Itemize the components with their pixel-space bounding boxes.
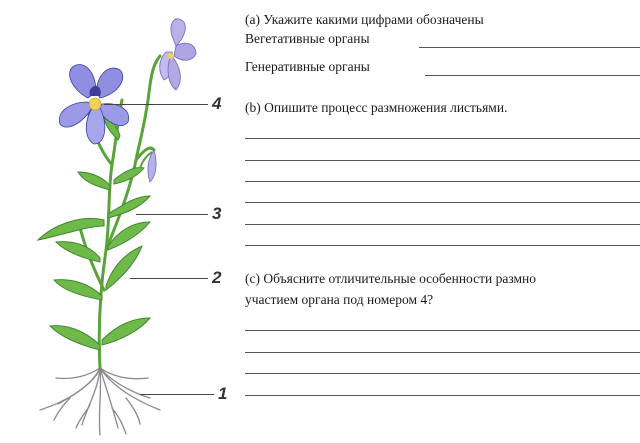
roots xyxy=(40,368,160,435)
leader-line-3 xyxy=(136,214,208,215)
label-1: 1 xyxy=(218,384,228,403)
leader-line-2 xyxy=(130,278,208,279)
question-b: (b) Опишите процесс размножения листьями. xyxy=(245,100,508,115)
answer-c-line-3[interactable] xyxy=(245,373,640,374)
generative-organs-label: Генеративные органы xyxy=(245,59,370,74)
generative-organs-answer-line[interactable] xyxy=(425,75,640,76)
label-4: 4 xyxy=(212,94,222,113)
leaves xyxy=(38,116,150,350)
answer-b-line-2[interactable] xyxy=(245,160,640,161)
leader-line-1 xyxy=(140,394,214,395)
answer-b-line-1[interactable] xyxy=(245,138,640,139)
answer-c-line-1[interactable] xyxy=(245,330,640,331)
vegetative-organs-label: Вегетативные органы xyxy=(245,31,370,46)
answer-b-line-5[interactable] xyxy=(245,224,640,225)
label-3: 3 xyxy=(212,204,222,223)
answer-c-line-4[interactable] xyxy=(245,395,640,396)
vegetative-organs-answer-line[interactable] xyxy=(419,47,640,48)
question-c-line-1: (c) Объясните отличительные особенности размно xyxy=(245,271,537,286)
answer-c-line-2[interactable] xyxy=(245,352,640,353)
answer-b-line-6[interactable] xyxy=(245,245,640,246)
label-2: 2 xyxy=(212,268,222,287)
answer-b-line-3[interactable] xyxy=(245,181,640,182)
question-c-line-2: участием органа под номером 4? xyxy=(245,292,434,307)
question-a: (а) Укажите какими цифрами обозначены xyxy=(245,12,484,27)
leader-line-4 xyxy=(104,104,208,105)
side-flower xyxy=(160,19,196,90)
answer-b-line-4[interactable] xyxy=(245,202,640,203)
